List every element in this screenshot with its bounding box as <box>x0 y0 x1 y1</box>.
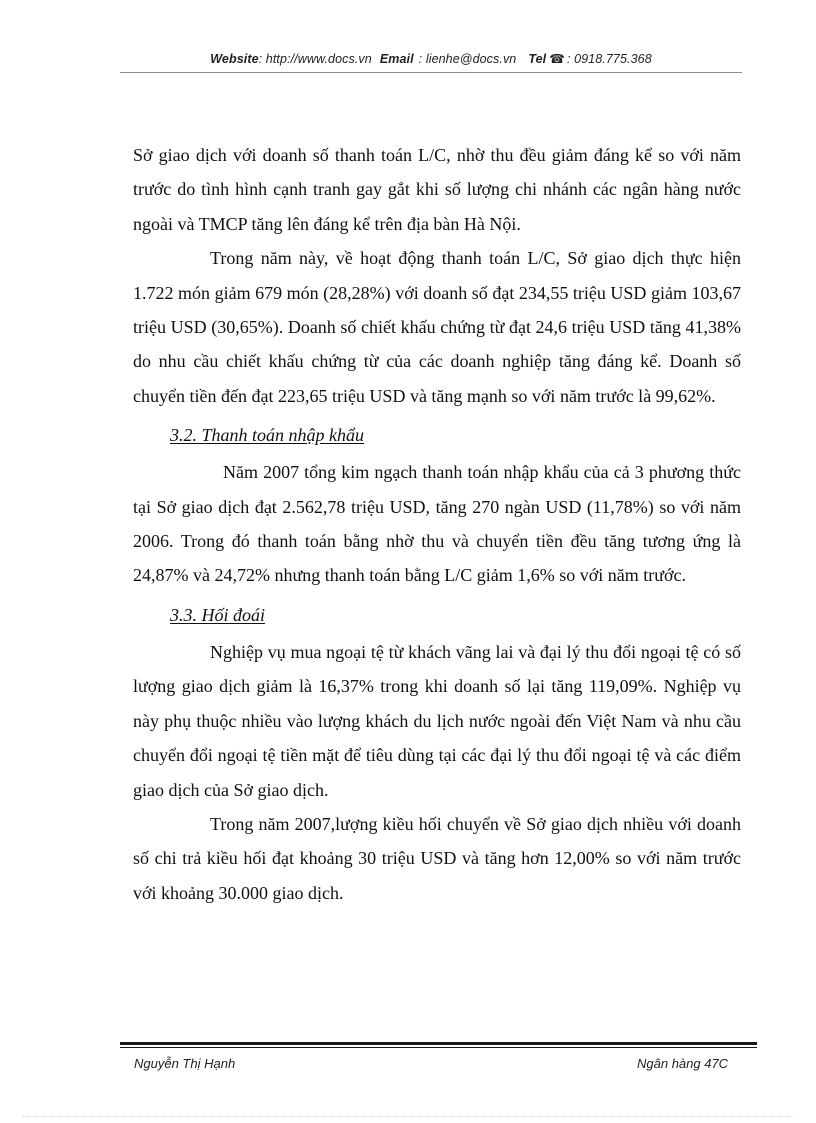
footer-divider-thin <box>120 1047 757 1048</box>
page-header <box>120 50 742 73</box>
website-link[interactable]: : http://www.docs.vn <box>258 52 372 66</box>
paragraph-import-payment: Năm 2007 tổng kim ngạch thanh toán nhập khẩu của cả 3 phương thức tại Sở giao dịch đạt 2.562,78 triệu USD, tăng 270 ngàn USD (11,78%) so với năm 2006. Trong đó thanh toán bằng nhờ thu và chuyển tiền đều tăng tương ứng là 24,87% và 24,72% nhưng thanh toán bằng L/C giảm 1,6% so với năm trước. <box>133 462 741 586</box>
paragraph-lc-operations: Trong năm này, về hoạt động thanh toán L/C, Sở giao dịch thực hiện 1.722 món giảm 679 món (28,28%) với doanh số đạt 234,55 triệu USD giảm 103,67 triệu USD (30,65%). Doanh số chiết khấu chứng từ đạt 24,6 triệu USD tăng 41,38% do nhu cầu chiết khấu chứng từ của các doanh nghiệp tăng đáng kể. Doanh số chuyển tiền đến đạt 223,65 triệu USD và tăng mạnh so với năm trước là 99,62%. <box>133 248 741 406</box>
website-label: Website <box>210 52 259 66</box>
section-heading-exchange: 3.3. Hối đoái <box>170 604 266 625</box>
paragraph-foreign-currency: Nghiệp vụ mua ngoại tệ từ khách vãng lai và đại lý thu đổi ngoại tệ có số lượng giao dịch giảm là 16,37% trong khi doanh số lại tăng 119,09%. Nghiệp vụ này phụ thuộc nhiều vào lượng khách du lịch nước ngoài đến Việt Nam và nhu cầu chuyển đổi ngoại tệ tiền mặt để tiêu dùng tại các đại lý thu đổi ngoại tệ và các điểm giao dịch của Sở giao dịch. <box>133 641 741 800</box>
phone-icon: ☎ <box>549 52 565 66</box>
tel-value: : 0918.775.368 <box>566 52 652 66</box>
email-link[interactable]: : lienhe@docs.vn <box>418 52 517 66</box>
paragraph-lc-summary: Sở giao dịch với doanh số thanh toán L/C, nhờ thu đều giảm đáng kể so với năm trước do tình hình cạnh tranh gay gắt khi số lượng chi nhánh các ngân hàng nước ngoài và TMCP tăng lên đáng kể trên địa bàn Hà Nội. <box>133 145 741 234</box>
paragraph-remittance: Trong năm 2007,lượng kiều hối chuyển về Sở giao dịch nhiều với doanh số chi trả kiều hối đạt khoảng 30 triệu USD và tăng hơn 12,00% so với năm trước với khoảng 30.000 giao dịch. <box>133 813 741 903</box>
tel-label: Tel <box>528 52 547 66</box>
footer-divider <box>120 1042 757 1045</box>
footer-author: Nguyễn Thị Hạnh <box>134 1056 236 1071</box>
section-heading-import-payment: 3.2. Thanh toán nhập khẩu <box>170 425 365 446</box>
email-label: Email <box>379 52 414 66</box>
document-body <box>133 138 741 910</box>
footer-class: Ngân hàng 47C <box>637 1056 729 1071</box>
page-bottom-edge <box>22 1116 794 1117</box>
